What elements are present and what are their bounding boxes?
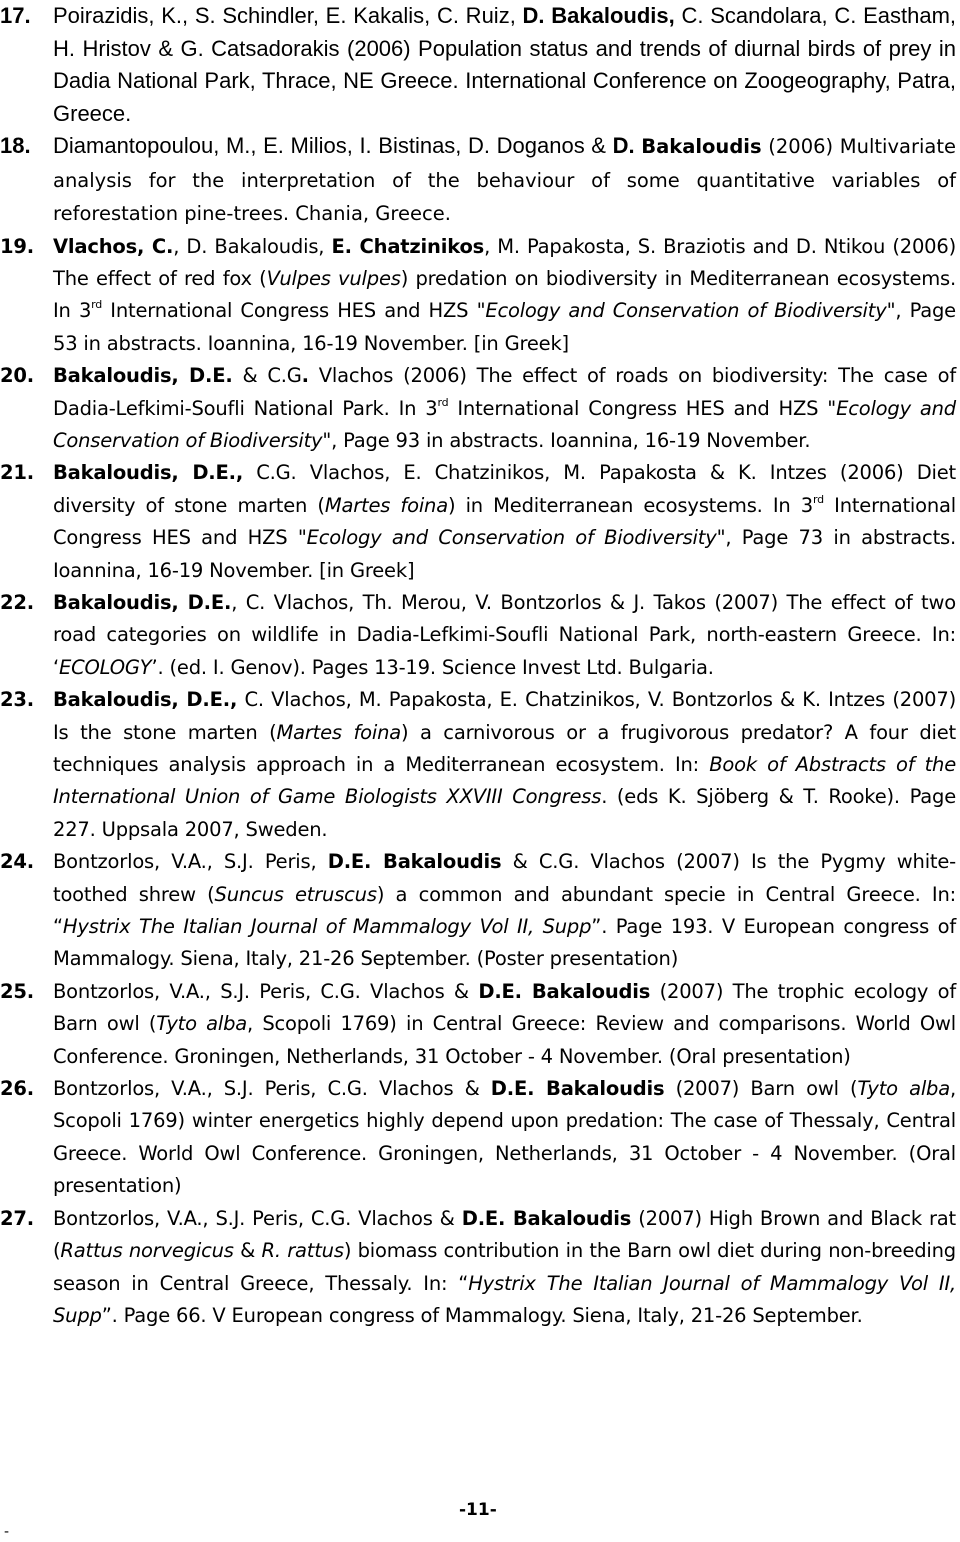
reference-text: ’. (ed. I. Genov). Pages 13-19. Science Invest Ltd. Bulgaria. — [151, 655, 714, 679]
reference-number: 19. — [0, 234, 34, 258]
reference-text: International Congress HES and HZS " — [448, 396, 837, 420]
bold-text: Bakaloudis, D.E. — [53, 590, 232, 614]
reference-item — [0, 1073, 956, 1203]
bold-text: Bakaloudis, D.E. — [53, 364, 233, 388]
reference-item — [0, 587, 956, 684]
reference-text: ", Page 93 in abstracts. Ioannina, 16-19 November. — [322, 428, 811, 452]
reference-item — [0, 231, 956, 361]
reference-item — [0, 846, 956, 976]
italic-text: Martes foina — [276, 720, 401, 744]
reference-number: 26. — [0, 1077, 34, 1101]
reference-text: , M. Papakosta, S. Braziotis and D. Ntikou (2006) The effect of red fox ( — [53, 234, 956, 290]
reference-text: Bontzorlos, V.A., S.J. Peris, C.G. Vlachos & — [53, 979, 479, 1003]
italic-text: Book of Abstracts of the International Union of Game Biologists XXVIII Congress — [53, 753, 957, 809]
reference-item — [0, 360, 956, 457]
bold-text: E. Chatzinikos — [331, 234, 485, 258]
reference-number: 20. — [0, 364, 34, 388]
bold-text: D. — [612, 133, 635, 158]
italic-text: Hystrix The Italian Journal of Mammalogy Vol II, Supp — [53, 1271, 956, 1327]
bold-text: . — [301, 364, 309, 388]
reference-text: Bontzorlos, V.A., S.J. Peris, C.G. Vlachos & — [53, 1206, 462, 1230]
reference-text: ”. Page 66. V European congress of Mammalogy. Siena, Italy, 21-26 September. — [101, 1303, 863, 1327]
italic-text: R. rattus — [261, 1239, 344, 1263]
reference-text: International Congress HES and HZS " — [53, 493, 957, 550]
reference-text: ", Page 53 in abstracts. Ioannina, 16-19 November. [in Greek] — [53, 299, 956, 355]
reference-item — [0, 0, 956, 130]
bold-text: D.E. Bakaloudis — [461, 1206, 632, 1230]
reference-text: C. Scandolara, C. Eastham, H. Hristov & G. Catsadorakis (2006) Population status and trends of diurnal birds of prey in Dadia National Park, Thrace, NE Greece. International Conference on Zoogeography, Patra, Greece. — [53, 3, 957, 126]
reference-number: 27. — [0, 1206, 34, 1230]
bold-text: D.E. Bakaloudis — [327, 850, 502, 874]
reference-text: . (eds K. Sjöberg & T. Rooke). Page 227. Uppsala 2007, Sweden. — [53, 785, 956, 841]
reference-item — [0, 976, 956, 1073]
reference-text: ) predation on biodiversity in Mediterranean ecosystems. In 3 — [53, 266, 956, 323]
reference-number: 21. — [0, 461, 34, 485]
reference-text: , C. Vlachos, Th. Merou, V. Bontzorlos & J. Takos (2007) The effect of two road categories on wildlife in Dadia-Lefkimi-Soufli National Park, north-eastern Greece. In: ‘ — [53, 590, 956, 679]
reference-text: Poirazidis, K., S. Schindler, E. Kakalis, C. Ruiz, — [53, 3, 523, 28]
italic-text: Tyto alba — [156, 1012, 248, 1036]
reference-text: , Scopoli 1769) winter energetics highly depend upon predation: The case of Thessaly, Central Greece. World Owl Conference. Groningen, Netherlands, 31 October - 4 November. (Oral presentation) — [53, 1077, 956, 1198]
reference-text: & — [233, 1239, 262, 1263]
italic-text: Martes foina — [324, 493, 448, 517]
bold-text: Bakaloudis, D.E., — [53, 461, 244, 485]
reference-text: International Congress HES and HZS " — [102, 299, 486, 323]
italic-text: Rattus norvegicus — [60, 1239, 234, 1263]
reference-number: 22. — [0, 590, 34, 614]
superscript: rd — [437, 395, 449, 409]
reference-text: , Scopoli 1769) in Central Greece: Review and comparisons. World Owl Conference. Groningen, Netherlands, 31 October - 4 November. (Oral presentation) — [53, 1012, 956, 1068]
superscript: rd — [813, 492, 824, 506]
reference-text: (2007) Barn owl ( — [664, 1077, 858, 1101]
bold-text: D.E. Bakaloudis — [478, 979, 651, 1003]
italic-text: Ecology and Conservation of Biodiversity — [485, 299, 887, 323]
reference-text: Bontzorlos, V.A., S.J. Peris, C.G. Vlachos & — [53, 1077, 491, 1101]
reference-number: 18. — [0, 133, 31, 158]
bold-text: Bakaloudis, D.E., — [53, 688, 238, 712]
reference-text: Vlachos (2006) The effect of roads on biodiversity: The case of Dadia-Lefkimi-Soufli National Park. In 3 — [53, 364, 956, 420]
superscript: rd — [91, 298, 103, 312]
italic-text: Suncus etruscus — [214, 882, 377, 906]
reference-item — [0, 684, 956, 846]
bold-text: D.E. Bakaloudis — [490, 1077, 665, 1101]
reference-text: , D. Bakaloudis, — [173, 234, 332, 258]
reference-number: 17. — [0, 3, 31, 28]
reference-text: ) biomass contribution in the Barn owl diet during non-breeding season in Central Greece, Thessaly. In: “ — [53, 1239, 956, 1295]
italic-text: Ecology and Conservation of Biodiversity — [306, 526, 717, 550]
reference-item — [0, 457, 956, 587]
reference-text: ) a carnivorous or a frugivorous predator? A four diet techniques analysis approach in a Mediterranean ecosystem. In: — [53, 720, 956, 776]
bold-text: D. Bakaloudis, — [522, 3, 675, 28]
bold-text: Bakaloudis — [641, 135, 762, 158]
italic-text: ECOLOGY — [59, 655, 152, 679]
reference-number: 23. — [0, 688, 34, 712]
page-number: -11- — [459, 1500, 497, 1520]
reference-number: 24. — [0, 850, 34, 874]
reference-text: (2007) High Brown and Black rat ( — [53, 1206, 956, 1263]
reference-text: ”. Page 193. V European congress of Mammalogy. Siena, Italy, 21-26 September. (Poster presentation) — [53, 915, 956, 971]
reference-item — [0, 1203, 956, 1333]
reference-text: Diamantopoulou, M., E. Milios, I. Bistinas, D. Doganos & — [53, 133, 613, 158]
reference-text: & C.G — [232, 364, 302, 388]
reference-text: C.G. Vlachos, E. Chatzinikos, M. Papakosta & K. Intzes (2006) Diet diversity of stone marten ( — [53, 461, 957, 517]
reference-text: ) a common and abundant specie in Central Greece. In: “ — [53, 882, 956, 939]
footer-mark: - — [4, 1524, 10, 1540]
bold-text: Vlachos, C. — [53, 234, 174, 258]
italic-text: Hystrix The Italian Journal of Mammalogy Vol II, Supp — [62, 915, 592, 939]
reference-number: 25. — [0, 979, 34, 1003]
reference-text: ", Page 73 in abstracts. Ioannina, 16-19 November. [in Greek] — [53, 526, 956, 582]
reference-item — [0, 130, 956, 231]
reference-text: ) in Mediterranean ecosystems. In 3 — [447, 493, 814, 517]
italic-text: Vulpes vulpes — [266, 266, 401, 290]
reference-text: & C.G. Vlachos (2007) Is the Pygmy white-toothed shrew ( — [53, 850, 956, 906]
reference-text: (2006) Multivariate analysis for the interpretation of the behaviour of some quantitative variables of reforestation pine-trees. Chania, Greece. — [53, 135, 956, 225]
italic-text: Ecology and Conservation of Biodiversity — [53, 396, 956, 452]
reference-text: Bontzorlos, V.A., S.J. Peris, — [53, 850, 328, 874]
reference-text: C. Vlachos, M. Papakosta, E. Chatzinikos, V. Bontzorlos & K. Intzes (2007) Is the stone marten ( — [53, 688, 956, 744]
italic-text: Tyto alba — [857, 1077, 950, 1101]
reference-text: (2007) The trophic ecology of Barn owl ( — [53, 979, 956, 1036]
